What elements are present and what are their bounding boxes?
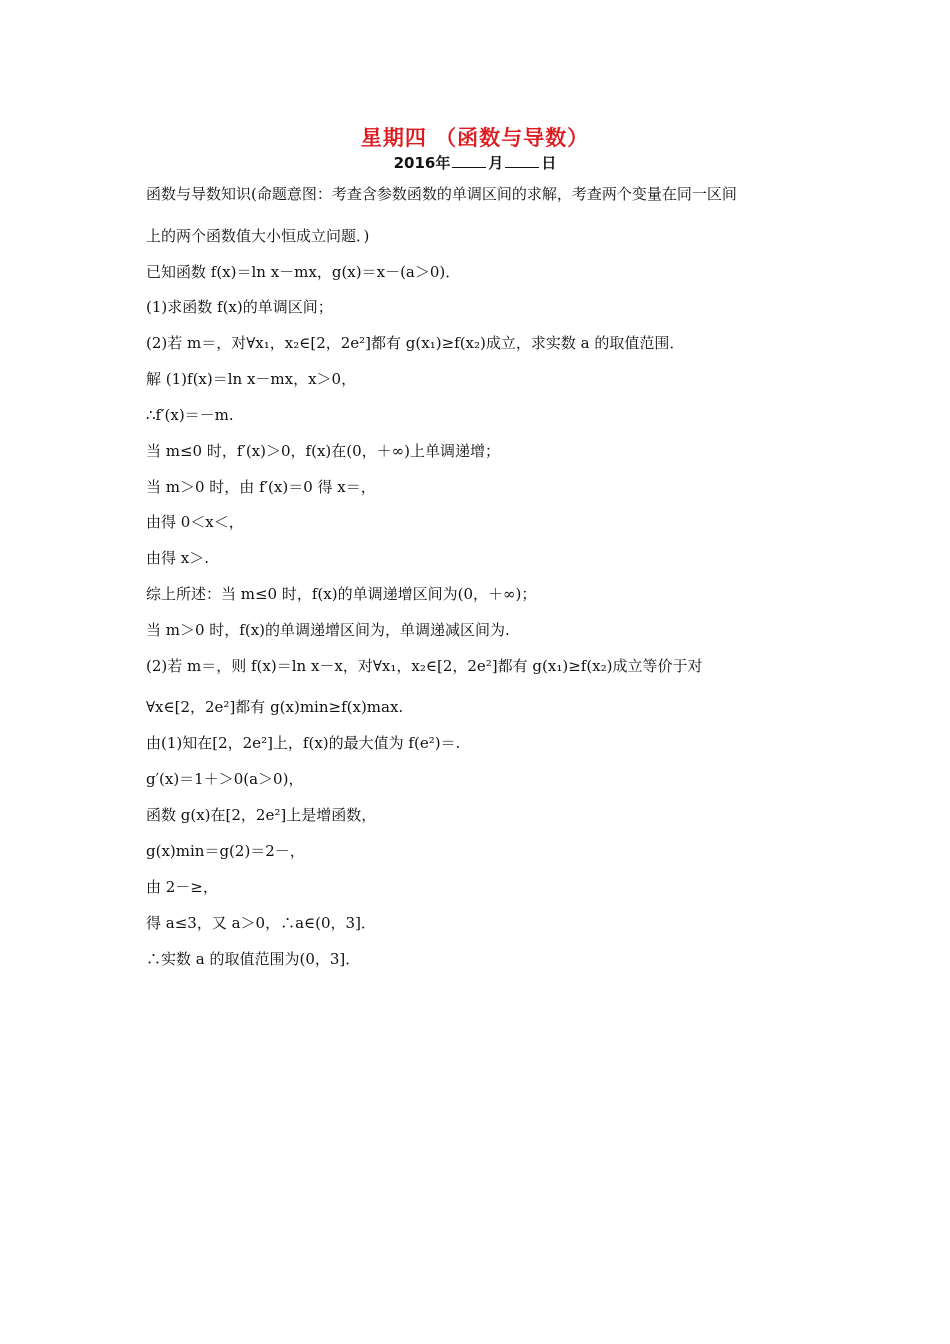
body-line: ∴实数 a 的取值范围为(0，3]． <box>146 950 361 968</box>
date-month: 月 <box>488 154 504 172</box>
month-blank <box>452 153 486 168</box>
body-line: 函数 g(x)在[2，2e²]上是增函数， <box>146 806 377 824</box>
body-line: 当 m≤0 时，f′(x)＞0，f(x)在(0，＋∞)上单调递增； <box>146 442 500 460</box>
body-line: 由(1)知在[2，2e²]上，f(x)的最大值为 f(e²)＝. <box>146 734 461 752</box>
body-line: 当 m＞0 时，f(x)的单调递增区间为，单调递减区间为. <box>146 621 510 639</box>
body-line: g′(x)＝1＋＞0(a＞0)， <box>146 770 304 788</box>
body-line: 综上所述：当 m≤0 时，f(x)的单调递增区间为(0，＋∞)； <box>146 585 537 603</box>
body-line: 由 2－≥， <box>146 878 218 896</box>
body-line: 解 (1)f(x)＝ln x－mx，x＞0， <box>146 370 357 388</box>
body-line: 得 a≤3，又 a＞0，∴a∈(0，3]． <box>146 914 376 932</box>
body-line: ∴f′(x)＝－m. <box>146 406 234 424</box>
body-line: (1)求函数 f(x)的单调区间； <box>146 298 333 316</box>
body-line: (2)若 m＝，对∀x₁，x₂∈[2，2e²]都有 g(x₁)≥f(x₂)成立，求实数 a 的取值范围． <box>146 334 685 352</box>
body-line: 由得 0＜x＜， <box>146 513 244 531</box>
body-line: 由得 x＞. <box>146 549 209 567</box>
date-year: 2016年 <box>393 154 451 172</box>
body-line: 上的两个函数值大小恒成立问题．) <box>146 227 370 245</box>
body-line: ∀x∈[2，2e²]都有 g(x)min≥f(x)max. <box>146 698 404 716</box>
body-line: 当 m＞0 时，由 f′(x)＝0 得 x＝， <box>146 478 376 496</box>
date-day: 日 <box>541 154 557 172</box>
body-line: 函数与导数知识(命题意图：考查含参数函数的单调区间的求解，考查两个变量在同一区间 <box>146 185 737 203</box>
body-line: (2)若 m＝，则 f(x)＝ln x－x，对∀x₁，x₂∈[2，2e²]都有 g(x₁)≥f(x₂)成立等价于对 <box>146 657 703 675</box>
body-line: g(x)min＝g(2)＝2－， <box>146 842 305 860</box>
body-line: 已知函数 f(x)＝ln x－mx，g(x)＝x－(a＞0)． <box>146 263 461 281</box>
page-title: 星期四 （函数与导数） <box>360 126 590 150</box>
day-blank <box>505 153 539 168</box>
date-line <box>0 152 950 173</box>
